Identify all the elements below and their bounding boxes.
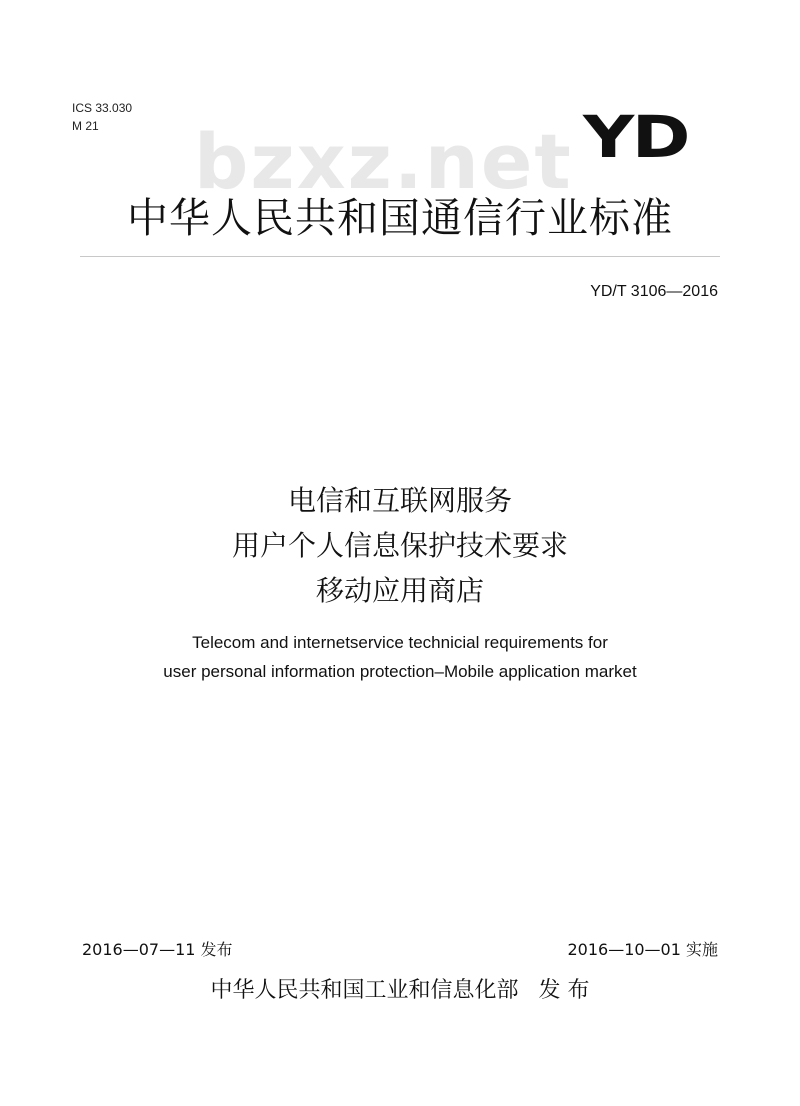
effective-date: 2016—10—01 实施 xyxy=(567,940,718,959)
standard-header: 中华人民共和国通信行业标准 xyxy=(127,194,673,242)
ccs-code: M 21 xyxy=(72,119,99,133)
ics-code: ICS 33.030 xyxy=(72,101,133,115)
header-divider xyxy=(80,256,720,257)
chinese-title-line-2: 用户个人信息保护技术要求 xyxy=(231,529,568,562)
chinese-title-line-3: 移动应用商店 xyxy=(315,574,484,607)
issuer-action: 发 布 xyxy=(538,978,590,1003)
chinese-title xyxy=(0,478,800,613)
english-title-line-1: Telecom and internetservice technicial requirements for xyxy=(192,633,608,652)
issuer-name: 中华人民共和国工业和信息化部 xyxy=(210,978,519,1003)
release-date: 2016—07—11 发布 xyxy=(82,940,233,959)
issuing-authority xyxy=(0,976,800,1006)
classification-codes xyxy=(72,99,132,135)
english-title-line-2: user personal information protection–Mobile application market xyxy=(163,662,637,681)
standard-number: YD/T 3106—2016 xyxy=(590,283,718,300)
watermark: bzxz.net xyxy=(194,117,573,206)
chinese-title-line-1: 电信和互联网服务 xyxy=(287,484,512,517)
yd-logo: YD xyxy=(583,103,689,171)
english-title xyxy=(0,628,800,686)
